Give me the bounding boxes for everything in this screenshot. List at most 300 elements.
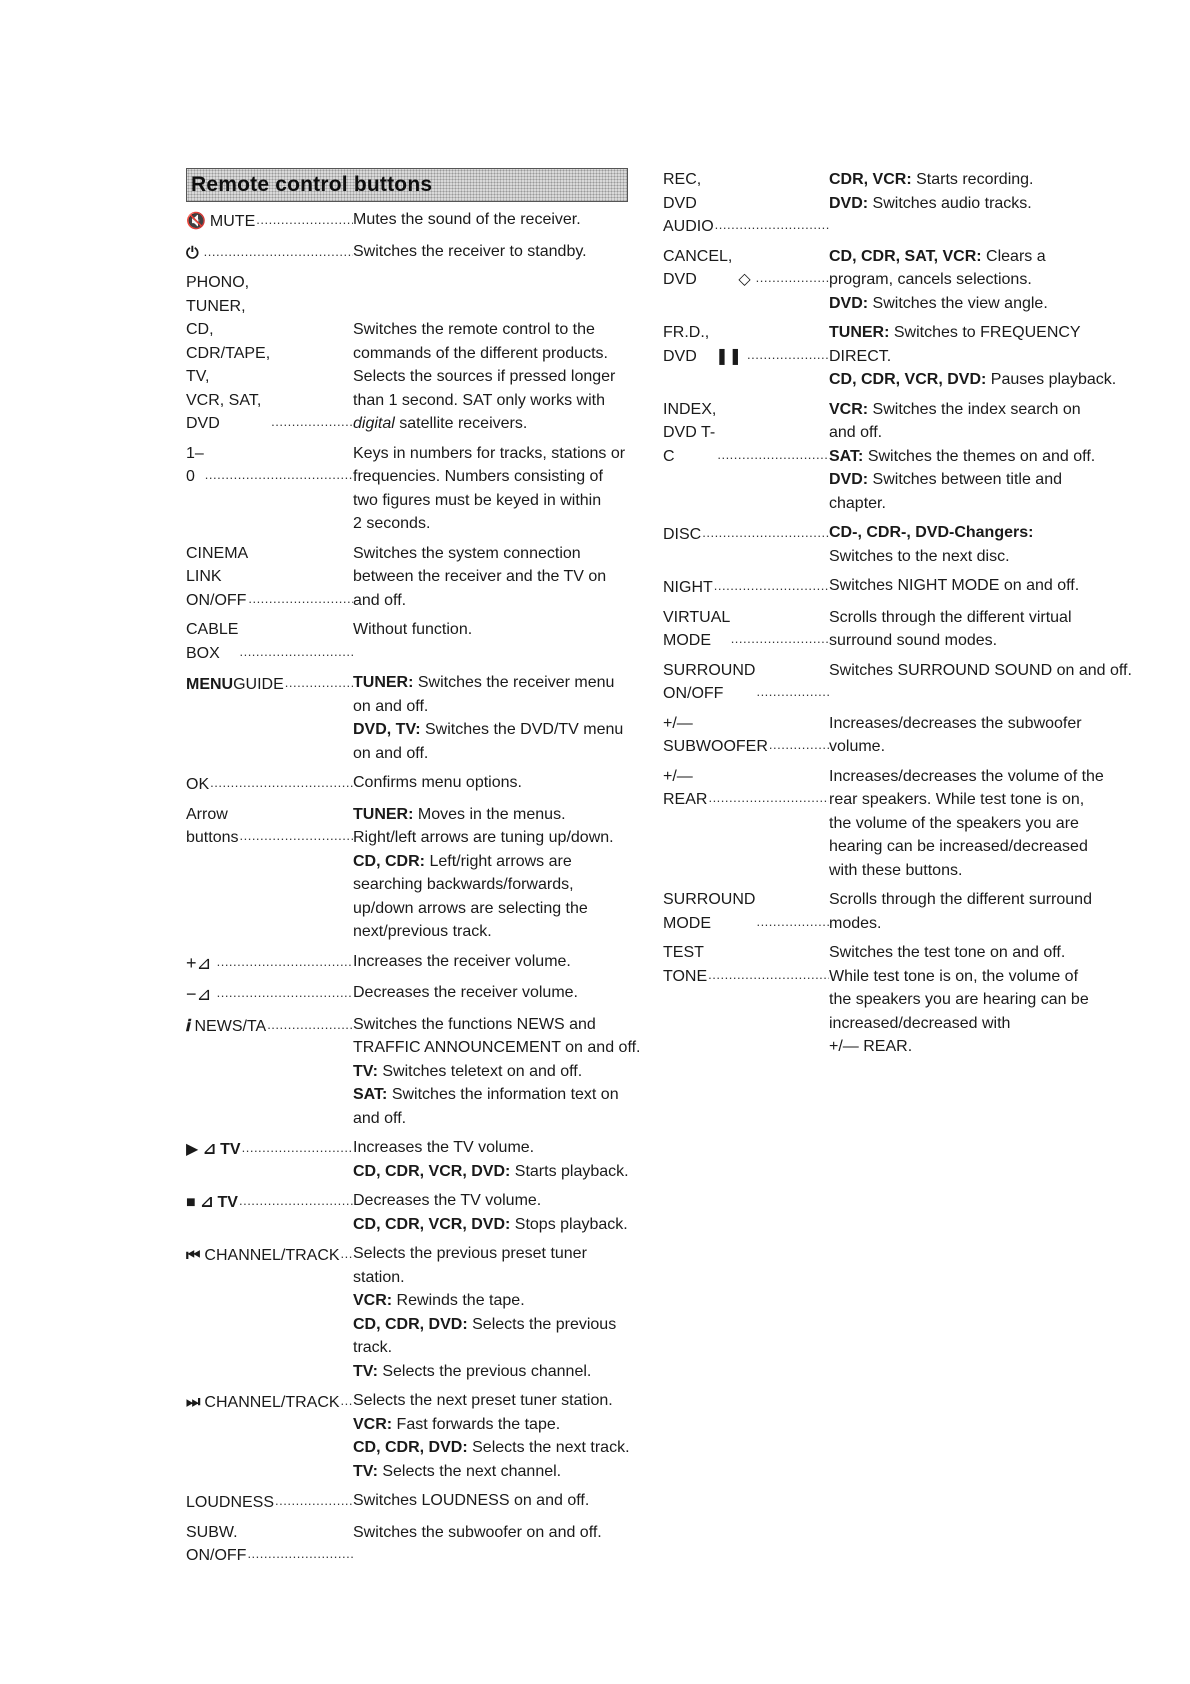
button-label	[663, 521, 829, 547]
description	[353, 981, 636, 1005]
description-line	[353, 850, 636, 874]
description	[353, 1013, 640, 1131]
product-keyword: DVD:	[829, 194, 869, 212]
description	[353, 950, 636, 974]
description-line	[829, 912, 1118, 936]
description-text: +/— REAR.	[829, 1038, 913, 1055]
dot-leader	[256, 208, 353, 232]
description-line	[829, 788, 1118, 812]
list-item	[186, 271, 636, 436]
description-text: next/previous track.	[353, 923, 492, 940]
description-line	[829, 421, 1118, 445]
description-text: Switches LOUDNESS on and off.	[353, 1492, 590, 1509]
description-line	[353, 1266, 636, 1290]
description	[829, 574, 1118, 598]
button-label	[663, 168, 829, 239]
dot-leader	[708, 963, 829, 987]
button-label	[186, 671, 353, 697]
list-item	[186, 1013, 641, 1131]
description-text: Switches the themes on and off.	[863, 447, 1096, 465]
description-line	[829, 345, 1118, 369]
description-text: Switches the system connection	[353, 544, 581, 562]
description	[829, 606, 1118, 653]
button-label	[186, 240, 353, 266]
label-text: REC, DVD AUDIO	[663, 171, 714, 235]
description-line	[353, 1436, 636, 1460]
dot-leader	[248, 587, 353, 611]
description-text: Scrolls through the different virtual	[829, 608, 1072, 626]
description-line	[829, 1035, 1118, 1059]
list-item	[663, 941, 1118, 1059]
dot-leader	[247, 1542, 353, 1566]
description-line	[829, 1012, 1118, 1036]
description-text: and off.	[353, 1109, 407, 1127]
dot-leader	[242, 1136, 353, 1160]
left-column	[186, 168, 641, 1574]
description-text: Decreases the TV volume.	[353, 1192, 542, 1209]
description	[353, 771, 636, 795]
description-text: Increases/decreases the subwoofer	[829, 714, 1082, 732]
description-line	[829, 445, 1118, 469]
product-keyword: DVD, TV:	[353, 721, 421, 738]
product-keyword: TV:	[353, 1062, 378, 1080]
description-line	[353, 1489, 636, 1513]
button-label	[186, 618, 353, 665]
description-text: Switches SURROUND SOUND on and off.	[829, 661, 1132, 679]
description-line	[829, 988, 1118, 1012]
list-item	[186, 542, 636, 613]
description-text: Increases the TV volume.	[353, 1139, 535, 1156]
product-keyword: TUNER:	[353, 674, 414, 691]
description-text: Switches the index search on	[868, 400, 1081, 418]
label-text: 1–0	[186, 444, 204, 485]
dot-leader	[756, 266, 829, 290]
label-text: +/— SUBWOOFER	[663, 714, 768, 755]
description	[829, 321, 1118, 392]
description-line	[829, 398, 1118, 422]
label-text: Arrow buttons	[186, 805, 239, 846]
description-line	[353, 589, 636, 613]
description-line	[353, 1013, 640, 1037]
button-label	[663, 606, 829, 653]
button-label	[663, 659, 829, 706]
description-line	[353, 465, 636, 489]
description-line	[353, 1336, 636, 1360]
description-text: Confirms menu options.	[353, 774, 522, 791]
description-line	[353, 826, 636, 850]
description-line	[353, 981, 636, 1005]
button-label	[663, 765, 829, 812]
description-text: Selects the next track.	[467, 1439, 630, 1456]
description-line	[829, 812, 1118, 836]
dot-leader	[239, 640, 353, 664]
description-text: Stops playback.	[510, 1215, 628, 1233]
product-keyword: DVD:	[829, 294, 869, 312]
label-text: NIGHT	[663, 579, 713, 596]
description	[829, 521, 1118, 568]
description-text: frequencies. Numbers consisting of	[353, 468, 603, 485]
list-item	[663, 659, 1132, 706]
button-label	[663, 574, 829, 600]
dot-leader	[341, 1389, 353, 1413]
description-text: Switches to FREQUENCY	[889, 324, 1081, 341]
description-line	[353, 771, 636, 795]
button-label	[663, 245, 829, 292]
description	[353, 542, 636, 613]
description-text: than 1 second. SAT only works with	[353, 391, 605, 409]
standby-power-icon: ⏻	[186, 244, 199, 262]
label-text: TV	[217, 1194, 238, 1211]
description	[353, 1489, 636, 1513]
stop-tv-volume-icon: ■ ⊿	[186, 1194, 214, 1211]
description-line	[353, 1060, 640, 1084]
list-item	[186, 671, 636, 765]
description-text: between the receiver and the TV on	[353, 568, 607, 585]
label-text: PHONO, TUNER, CD, CDR/TAPE, TV, VCR, SAT, DVD	[186, 274, 271, 432]
description-line	[353, 412, 636, 436]
description-text: Switches audio tracks.	[868, 194, 1032, 212]
description-text: modes.	[829, 914, 882, 932]
description-line	[353, 442, 636, 466]
description-text: Mutes the sound of the receiver.	[353, 211, 581, 228]
description-line	[829, 629, 1118, 653]
label-text: CHANNEL/TRACK	[204, 1247, 340, 1264]
dot-leader	[714, 574, 829, 598]
description-text: satellite receivers.	[394, 415, 528, 432]
description-text: Increases the receiver volume.	[353, 952, 571, 970]
button-label	[663, 941, 829, 988]
description-text: Switches NIGHT MODE on and off.	[829, 577, 1080, 594]
label-text: NEWS/TA	[194, 1017, 267, 1035]
label-bold-text: MENU	[186, 676, 234, 693]
dot-leader	[708, 786, 829, 810]
description-line	[353, 512, 636, 536]
description-line	[829, 368, 1118, 392]
product-keyword: TUNER:	[353, 805, 414, 823]
description-text: and off.	[829, 424, 883, 441]
description-text: Switches the information text on	[387, 1086, 619, 1103]
description-text: DIRECT.	[829, 347, 892, 365]
list-item	[186, 1489, 636, 1515]
description-line	[829, 545, 1118, 569]
button-label	[186, 771, 353, 797]
description-line	[829, 268, 1118, 292]
button-label	[186, 803, 353, 850]
dot-leader	[756, 910, 829, 934]
description	[829, 941, 1118, 1059]
description-line	[353, 1107, 640, 1131]
description-line	[353, 897, 636, 921]
list-item	[663, 521, 1118, 568]
right-entry-list	[663, 168, 1132, 1059]
description	[353, 1242, 636, 1383]
description-text: Switches teletext on and off.	[377, 1062, 583, 1080]
description-line	[353, 671, 636, 695]
description-text: Switches the receiver menu	[413, 674, 615, 691]
description-text: hearing can be increased/decreased	[829, 838, 1088, 855]
description	[353, 803, 636, 944]
description-line	[353, 489, 636, 513]
label-text: TV	[220, 1141, 241, 1158]
list-item	[186, 240, 636, 266]
description-text: TRAFFIC ANNOUNCEMENT on and off.	[353, 1039, 641, 1056]
dot-leader	[210, 771, 353, 795]
product-keyword: SAT:	[353, 1086, 388, 1103]
section-header	[186, 168, 628, 202]
volume-up-icon: +⊿	[186, 952, 212, 973]
button-label	[663, 712, 829, 759]
label-text: CINEMA LINK ON/OFF	[186, 544, 248, 609]
description-text: Selects the next preset tuner station.	[353, 1392, 613, 1409]
description-line	[353, 565, 636, 589]
list-item	[663, 888, 1118, 935]
description	[829, 245, 1118, 316]
dot-leader	[275, 1489, 353, 1513]
button-label	[186, 442, 353, 489]
description-line	[353, 365, 636, 389]
description-line	[353, 1389, 636, 1413]
description-line	[353, 1189, 636, 1213]
description-text: Rewinds the tape.	[392, 1292, 525, 1309]
pause-icon: ❚❚	[715, 347, 743, 365]
dot-leader	[717, 443, 829, 467]
button-label	[186, 1489, 353, 1515]
play-tv-volume-icon: ▶ ⊿	[186, 1141, 217, 1158]
description-line	[829, 192, 1118, 216]
list-item	[186, 618, 636, 665]
description	[353, 618, 636, 642]
right-column	[663, 168, 1132, 1065]
dot-leader	[731, 627, 829, 651]
label-text: +/— REAR	[663, 767, 708, 808]
section-title: Remote control buttons	[191, 173, 433, 196]
description-text: searching backwards/forwards,	[353, 876, 574, 893]
description	[829, 888, 1118, 935]
description-line	[829, 521, 1118, 545]
left-entry-list	[186, 208, 641, 1568]
description-text: Switches the DVD/TV menu	[420, 721, 624, 738]
list-item	[186, 208, 636, 234]
description-line	[829, 835, 1118, 859]
dot-leader	[205, 463, 353, 487]
previous-track-icon: ⏮	[186, 1247, 201, 1264]
button-label	[186, 1189, 353, 1215]
button-label	[186, 1521, 353, 1568]
description-line	[353, 1360, 636, 1384]
description-text: Fast forwards the tape.	[392, 1415, 561, 1433]
label-text: FR.D., DVD	[663, 324, 710, 365]
list-item	[186, 1521, 636, 1568]
label-text: CHANNEL/TRACK	[204, 1394, 340, 1411]
description	[353, 271, 636, 436]
description-text: digital	[353, 415, 395, 432]
label-text: TEST TONE	[663, 944, 708, 985]
label-text: SURROUND ON/OFF	[663, 661, 756, 702]
dot-leader	[267, 1013, 353, 1037]
description-text: commands of the different products.	[353, 344, 608, 362]
dot-leader	[204, 240, 353, 264]
description-line	[353, 803, 636, 827]
description-text: Increases/decreases the volume of the	[829, 767, 1104, 785]
description-line	[353, 920, 636, 944]
description-line	[829, 321, 1118, 345]
description	[353, 1521, 636, 1545]
label-text: MUTE	[209, 213, 256, 230]
product-keyword: CD-, CDR-, DVD-Changers:	[829, 524, 1034, 541]
info-icon: 𝒊	[186, 1017, 191, 1035]
list-item	[186, 1189, 636, 1236]
description	[353, 1189, 636, 1236]
dot-leader	[217, 950, 353, 974]
description-text: rear speakers. While test tone is on,	[829, 791, 1085, 808]
product-keyword: CD, CDR, VCR, DVD:	[353, 1215, 511, 1233]
description-text: Selects the previous channel.	[377, 1362, 592, 1380]
description-line	[353, 718, 636, 742]
description	[353, 1136, 636, 1183]
description	[829, 168, 1118, 215]
description-text: Without function.	[353, 621, 473, 638]
description	[353, 442, 636, 536]
description-line	[353, 1313, 636, 1337]
list-item	[186, 803, 636, 944]
button-label	[186, 1242, 353, 1268]
description-text: Switches the subwoofer on and off.	[353, 1523, 602, 1541]
description-line	[353, 1083, 640, 1107]
description-text: Pauses playback.	[986, 371, 1117, 388]
description-text: two figures must be keyed in within	[353, 491, 602, 509]
dot-leader	[285, 671, 353, 695]
description-line	[353, 950, 636, 974]
product-keyword: DVD:	[829, 471, 869, 488]
description-text: increased/decreased with	[829, 1014, 1011, 1032]
description-line	[829, 888, 1118, 912]
label-text: CABLE BOX	[186, 621, 239, 662]
description-text: track.	[353, 1339, 393, 1356]
description-text: Switches the functions NEWS and	[353, 1015, 596, 1033]
description-text: on and off.	[353, 744, 429, 762]
product-keyword: CD, CDR:	[353, 852, 425, 870]
description-text: Selects the next channel.	[377, 1462, 562, 1480]
product-keyword: SAT:	[829, 447, 864, 465]
description	[829, 765, 1118, 883]
description-text: Switches the receiver to standby.	[353, 242, 587, 260]
description-line	[829, 292, 1118, 316]
product-keyword: TV:	[353, 1462, 378, 1480]
description-text: Moves in the menus.	[413, 805, 566, 823]
list-item	[663, 574, 1118, 600]
description-line	[353, 1521, 636, 1545]
description-text: surround sound modes.	[829, 632, 998, 649]
dot-leader	[271, 410, 353, 434]
description-line	[353, 1160, 636, 1184]
description-text: Selects the previous	[467, 1315, 617, 1333]
dot-leader	[217, 981, 353, 1005]
description-line	[829, 492, 1118, 516]
description-text: Scrolls through the different surround	[829, 891, 1092, 908]
list-item	[186, 950, 636, 976]
dot-leader	[702, 521, 829, 545]
list-item	[186, 1136, 636, 1183]
list-item	[186, 981, 636, 1007]
description	[829, 659, 1132, 683]
product-keyword: CD, CDR, DVD:	[353, 1439, 468, 1456]
description-line	[353, 542, 636, 566]
description-text: Selects the previous preset tuner	[353, 1245, 587, 1262]
description-line	[353, 240, 636, 264]
label-text: INDEX, DVD T-C	[663, 400, 717, 465]
label-text: LOUDNESS	[186, 1494, 275, 1511]
next-track-icon: ⏭	[186, 1394, 201, 1411]
product-keyword: CD, CDR, VCR, DVD:	[353, 1162, 511, 1180]
description-text: program, cancels selections.	[829, 271, 1032, 288]
description-text: Right/left arrows are tuning up/down.	[353, 829, 614, 846]
description-line	[829, 659, 1132, 683]
description-line	[829, 765, 1118, 789]
description-text: Switches the remote control to the	[353, 321, 595, 338]
description-line	[829, 606, 1118, 630]
dot-leader	[715, 213, 829, 237]
button-label	[663, 398, 829, 469]
list-item	[663, 712, 1118, 759]
button-label	[186, 271, 353, 436]
description-text: chapter.	[829, 494, 886, 512]
description-text: Switches the test tone on and off.	[829, 944, 1066, 961]
description-line	[829, 245, 1118, 269]
description-line	[353, 318, 636, 342]
list-item	[663, 245, 1118, 316]
list-item	[663, 398, 1118, 516]
angle-icon: ◇	[738, 271, 751, 288]
description-line	[353, 1136, 636, 1160]
list-item	[186, 771, 636, 797]
description	[829, 712, 1118, 759]
button-label	[663, 321, 829, 368]
description-line	[353, 389, 636, 413]
description-line	[353, 618, 636, 642]
description-line	[829, 735, 1118, 759]
description-text: 2 seconds.	[353, 515, 431, 532]
list-item	[186, 442, 636, 536]
description-line	[353, 1413, 636, 1437]
product-keyword: CD, CDR, SAT, VCR:	[829, 247, 982, 265]
list-item	[663, 168, 1118, 239]
description-line	[353, 208, 636, 232]
description-text: and off.	[353, 591, 407, 609]
product-keyword: TUNER:	[829, 324, 890, 341]
button-label	[186, 1389, 353, 1415]
list-item	[186, 1389, 636, 1483]
description-text: Starts recording.	[911, 171, 1034, 188]
description	[353, 208, 636, 232]
product-keyword: TV:	[353, 1362, 378, 1380]
dot-leader	[341, 1242, 353, 1266]
dot-leader	[756, 680, 829, 704]
description-text: Decreases the receiver volume.	[353, 984, 578, 1001]
list-item	[663, 321, 1118, 392]
description-line	[353, 1460, 636, 1484]
description-line	[829, 859, 1118, 883]
label-text: CANCEL, DVD	[663, 247, 733, 288]
label-text: SURROUND MODE	[663, 891, 756, 932]
description-text: Clears a	[981, 247, 1046, 265]
description-text: station.	[353, 1268, 405, 1286]
label-text: SUBW. ON/OFF	[186, 1523, 247, 1564]
product-keyword: VCR:	[829, 400, 869, 418]
dot-leader	[239, 1189, 353, 1213]
description-line	[829, 712, 1118, 736]
label-text: VIRTUAL MODE	[663, 608, 730, 649]
mute-icon: 🔇	[186, 213, 206, 230]
